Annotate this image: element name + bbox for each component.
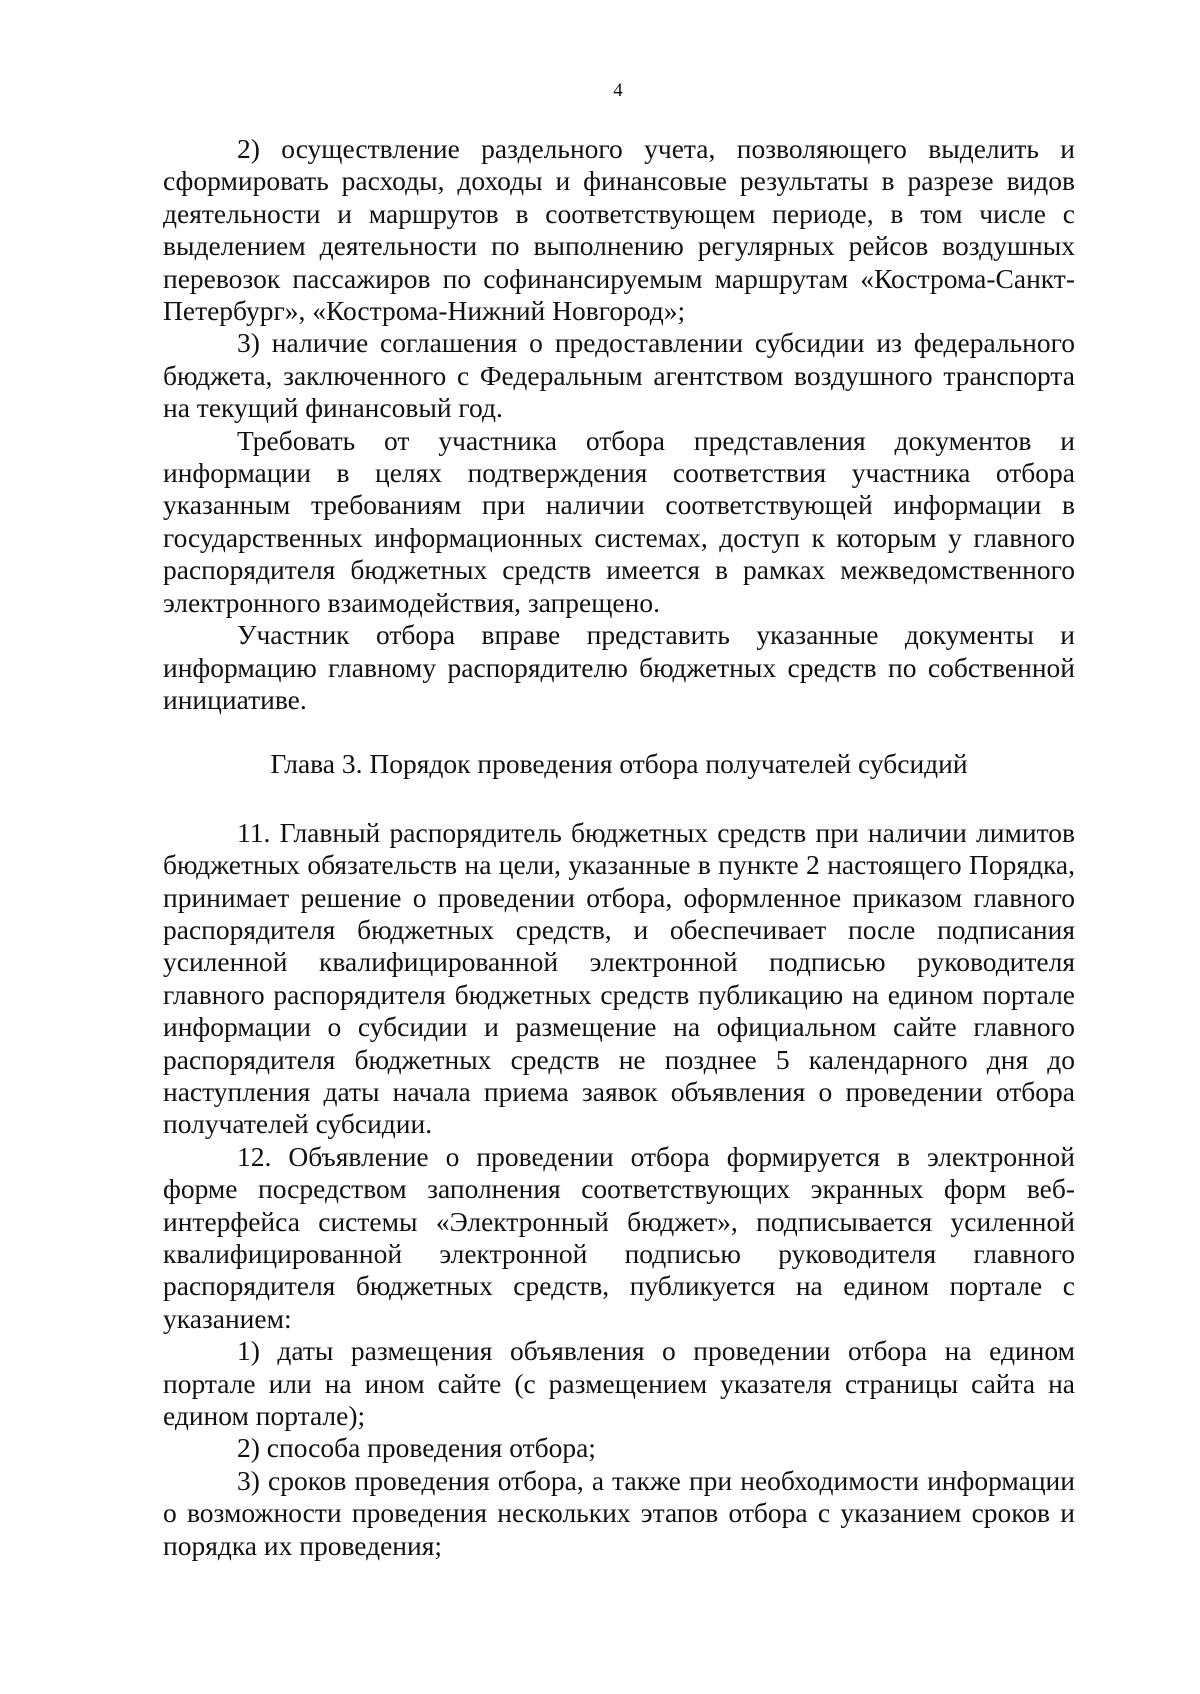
page-number: 4 [613, 80, 623, 101]
chapter-title: Глава 3. Порядок проведения отбора получателей субсидий [270, 748, 968, 780]
paragraph-item-3-federal-agreement: 3) наличие соглашения о предоставлении субсидии из федерального бюджета, заключенного с Федеральным агентством воздушного транспорта на текущий финансовый год. [163, 327, 1075, 424]
document-body [163, 133, 1075, 1562]
paragraph-12-item-3: 3) сроков проведения отбора, а также при необходимости информации о возможности проведения нескольких этапов отбора с указанием сроков и порядка их проведения; [163, 1464, 1075, 1561]
paragraph-12-item-1: 1) даты размещения объявления о проведении отбора на едином портале или на ином сайте (с размещением указателя страницы сайта на едином портале); [163, 1335, 1075, 1432]
paragraph-12-item-2: 2) способа проведения отбора; [237, 1432, 596, 1464]
paragraph-item-2-separate-accounting: 2) осуществление раздельного учета, позволяющего выделить и сформировать расходы, доходы и финансовые результаты в разрезе видов деятельности и маршрутов в соответствующем периоде, в том числе с выделением деятельности по выполнению регулярных рейсов воздушных перевозок пассажиров по софинансируемым маршрутам «Кострома-Санкт-Петербург», «Кострома-Нижний Новгород»; [163, 133, 1075, 327]
paragraph-12-announcement: 12. Объявление о проведении отбора формируется в электронной форме посредством заполнения соответствующих экранных форм веб-интерфейса системы «Электронный бюджет», подписывается усиленной квалифицированной электронной подписью руководителя главного распорядителя бюджетных средств, публикуется на едином портале с указанием: [163, 1140, 1075, 1334]
paragraph-11-selection-decision: 11. Главный распорядитель бюджетных средств при наличии лимитов бюджетных обязательств на цели, указанные в пункте 2 настоящего Порядка, принимает решение о проведении отбора, оформленное приказом главного распорядителя бюджетных средств, и обеспечивает после подписания усиленной квалифицированной электронной подписью руководителя главного распорядителя бюджетных средств публикацию на едином портале информации о субсидии и размещение на официальном сайте главного распорядителя бюджетных средств не позднее 5 календарного дня до наступления даты начала приема заявок объявления о проведении отбора получателей субсидии. [163, 816, 1075, 1140]
paragraph-participant-right: Участник отбора вправе представить указанные документы и информацию главному распорядителю бюджетных средств по собственной инициативе. [163, 619, 1075, 715]
paragraph-document-requirement: Требовать от участника отбора представления документов и информации в целях подтверждения соответствия участника отбора указанным требованиям при наличии соответствующей информации в государственных информационных системах, доступ к которым у главного распорядителя бюджетных средств имеется в рамках межведомственного электронного взаимодействия, запрещено. [163, 424, 1075, 618]
